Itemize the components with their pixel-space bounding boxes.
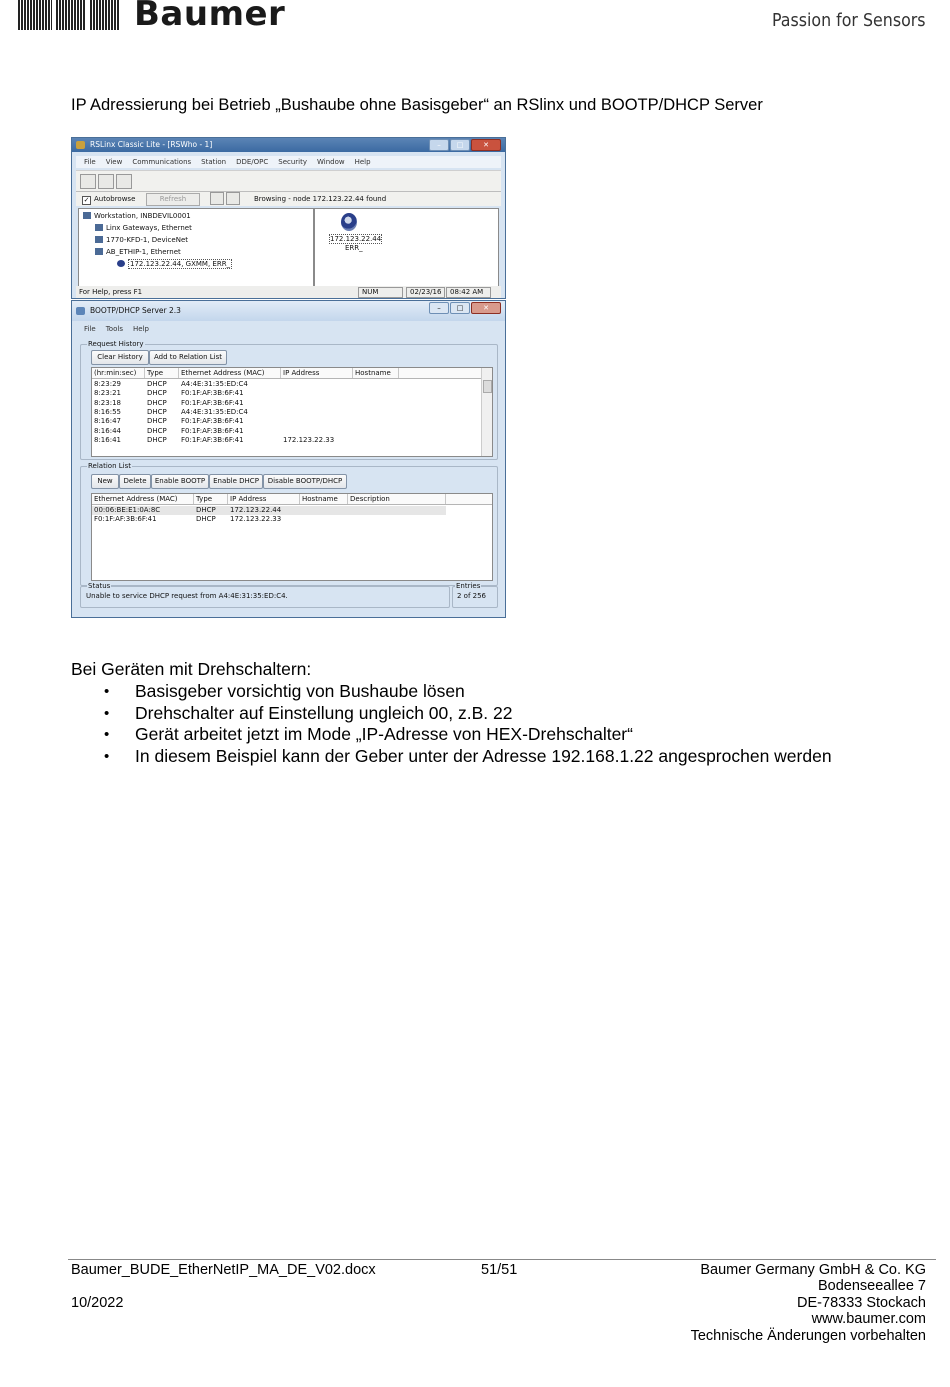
- rslinx-titlebar: [72, 138, 505, 152]
- minimize-icon[interactable]: –: [429, 302, 449, 314]
- tree-view-icon[interactable]: [210, 192, 224, 205]
- enable-bootp-button[interactable]: Enable BOOTP: [151, 474, 209, 489]
- list-item: • Basisgeber vorsichtig von Bushaube lösen: [71, 681, 832, 703]
- footer-note: Technische Änderungen vorbehalten: [690, 1327, 926, 1344]
- request-history-group: [80, 340, 498, 460]
- column-header[interactable]: IP Address: [228, 494, 300, 504]
- status-help: For Help, press F1: [79, 288, 143, 296]
- rslinx-app-icon: [76, 141, 85, 149]
- tree-item-device[interactable]: 172.123.22.44, GXMM, ERR_: [117, 259, 232, 269]
- list-view-icon[interactable]: [226, 192, 240, 205]
- browse-status: Browsing - node 172.123.22.44 found: [254, 195, 387, 203]
- table-row[interactable]: 00:06:BE:E1:0A:8C DHCP 172.123.22.44: [92, 506, 446, 515]
- new-button[interactable]: New: [91, 474, 119, 489]
- menu-file[interactable]: File: [84, 158, 96, 166]
- rslinx-window: [71, 137, 506, 299]
- clear-history-button[interactable]: Clear History: [91, 350, 149, 365]
- autobrowse-label: Autobrowse: [94, 195, 136, 203]
- column-header[interactable]: Ethernet Address (MAC): [92, 494, 194, 504]
- device-pane: [314, 208, 499, 288]
- brand-tagline: Passion for Sensors: [772, 10, 926, 31]
- status-label: Status: [88, 582, 111, 590]
- column-header[interactable]: (hr:min:sec): [92, 368, 145, 378]
- footer-page-number: 51/51: [481, 1262, 518, 1278]
- request-history-table: (hr:min:sec) Type Ethernet Address (MAC) IP Address Hostname 8:23:29 DHCP A4:4E:31:35:ED:C4 8:23:21 DHCP F0:1F:AF:3B:6F:41 8:23:18 DHCP F0:1F:AF:3B:6F:41 8:16:55 DHCP A4:4E:31:35:ED:C4 8:16:47 DHCP F0:1F:AF:3B:6F:41 8:16:44 DHCP F0:1F:AF:3B:6F:41 8:16:41 DHCP F0:1F:AF:3B:6F:41 172.123.22.33: [91, 367, 493, 457]
- refresh-button[interactable]: Refresh: [146, 193, 200, 206]
- menu-window[interactable]: Window: [317, 158, 345, 166]
- topology-icon[interactable]: [116, 174, 132, 189]
- request-history-header: [92, 368, 492, 379]
- maximize-icon[interactable]: □: [450, 139, 470, 151]
- intro-text: Bei Geräten mit Drehschaltern:: [71, 659, 312, 679]
- scrollbar-thumb[interactable]: [483, 380, 492, 393]
- relation-list-label: Relation List: [88, 462, 131, 470]
- enable-dhcp-button[interactable]: Enable DHCP: [209, 474, 263, 489]
- device-icon: [117, 260, 125, 267]
- network-icon: [95, 248, 103, 255]
- menu-help[interactable]: Help: [354, 158, 371, 166]
- status-num: NUM: [358, 287, 403, 298]
- column-header[interactable]: Ethernet Address (MAC): [179, 368, 281, 378]
- history-scrollbar[interactable]: [481, 368, 492, 456]
- entries-label: Entries: [456, 582, 481, 590]
- rslinx-title: RSLinx Classic Lite - [RSWho - 1]: [90, 140, 213, 149]
- request-history-label: Request History: [88, 340, 144, 348]
- footer-company: Baumer Germany GmbH & Co. KG: [700, 1262, 926, 1278]
- close-icon[interactable]: ✕: [471, 302, 501, 314]
- menu-help[interactable]: Help: [132, 325, 149, 333]
- rslinx-browsebar: [76, 192, 501, 206]
- computer-icon: [83, 212, 91, 219]
- list-item: • Gerät arbeitet jetzt im Mode „IP-Adresse von HEX-Drehschalter“: [71, 724, 832, 746]
- rslinx-statusbar: [76, 286, 501, 298]
- encoder-device-icon[interactable]: [341, 213, 357, 231]
- menu-file[interactable]: File: [84, 325, 96, 333]
- list-item: • In diesem Beispiel kann der Geber unter der Adresse 192.168.1.22 angesprochen werden: [71, 746, 832, 768]
- column-header[interactable]: Description: [348, 494, 446, 504]
- minimize-icon[interactable]: –: [429, 139, 449, 151]
- status-time: 08:42 AM: [446, 287, 491, 298]
- entries-group: [452, 582, 498, 608]
- column-header[interactable]: Hostname: [353, 368, 399, 378]
- brand-logo: Baumer: [134, 0, 286, 34]
- footer-website[interactable]: www.baumer.com: [811, 1311, 926, 1328]
- footer-left: [71, 1262, 376, 1311]
- tree-item-devicenet[interactable]: 1770-KFD-1, DeviceNet: [95, 235, 188, 245]
- tree-item-ethernet[interactable]: AB_ETHIP-1, Ethernet: [95, 247, 181, 257]
- relation-list-group: [80, 462, 498, 586]
- maximize-icon[interactable]: □: [450, 302, 470, 314]
- menu-dde-opc[interactable]: DDE/OPC: [236, 158, 269, 166]
- footer-filename: Baumer_BUDE_EtherNetIP_MA_DE_V02.docx: [71, 1262, 376, 1278]
- rslinx-toolbar: [76, 170, 501, 192]
- footer-street: Bodenseeallee 7: [817, 1278, 926, 1295]
- column-header[interactable]: Type: [145, 368, 179, 378]
- column-header[interactable]: Hostname: [300, 494, 348, 504]
- configure-drivers-icon[interactable]: [98, 174, 114, 189]
- menu-security[interactable]: Security: [278, 158, 307, 166]
- menu-communications[interactable]: Communications: [132, 158, 192, 166]
- device-name-label: ERR_: [345, 244, 363, 252]
- close-icon[interactable]: ✕: [471, 139, 501, 151]
- autobrowse-checkbox[interactable]: ✓: [83, 196, 90, 204]
- menu-view[interactable]: View: [105, 158, 123, 166]
- footer-right: [691, 1262, 926, 1344]
- bootp-window: [71, 300, 506, 618]
- network-icon[interactable]: [80, 174, 96, 189]
- status-text: Unable to service DHCP request from A4:4E:31:35:ED:C4.: [86, 592, 288, 600]
- rslinx-menubar: [76, 156, 501, 168]
- baumer-logo-mark: [18, 0, 120, 32]
- delete-button[interactable]: Delete: [119, 474, 151, 489]
- entries-value: 2 of 256: [457, 592, 487, 600]
- device-ip-label: 172.123.22.44: [330, 235, 382, 243]
- tree-item-workstation[interactable]: Workstation, INBDEVIL0001: [83, 211, 191, 221]
- footer-date: 10/2022: [71, 1294, 124, 1311]
- add-to-relation-list-button[interactable]: Add to Relation List: [149, 350, 227, 365]
- footer-city: DE-78333 Stockach: [797, 1294, 926, 1311]
- bootp-app-icon: [76, 307, 85, 315]
- relation-list-header: [92, 494, 492, 505]
- network-icon: [95, 236, 103, 243]
- menu-tools[interactable]: Tools: [105, 325, 123, 333]
- bootp-menubar: [76, 323, 501, 335]
- bootp-title: BOOTP/DHCP Server 2.3: [90, 306, 181, 315]
- instruction-list: [71, 681, 832, 768]
- column-header[interactable]: Type: [194, 494, 228, 504]
- software-screenshot: [71, 137, 506, 618]
- bootp-titlebar: [72, 301, 505, 321]
- section-title: IP Adressierung bei Betrieb „Bushaube ohne Basisgeber“ an RSlinx und BOOTP/DHCP Server: [71, 96, 763, 114]
- relation-list-table: Ethernet Address (MAC) Type IP Address Hostname Description 00:06:BE:E1:0A:8C DHCP 172.123.22.44 F0:1F:AF:3B:6F:41 DHCP 172.123.22.33: [91, 493, 493, 581]
- menu-station[interactable]: Station: [201, 158, 227, 166]
- list-item: • Drehschalter auf Einstellung ungleich 00, z.B. 22: [71, 703, 832, 725]
- footer-divider: [68, 1259, 936, 1260]
- column-header[interactable]: IP Address: [281, 368, 353, 378]
- disable-bootp-dhcp-button[interactable]: Disable BOOTP/DHCP: [263, 474, 347, 489]
- status-group: [80, 582, 450, 608]
- tree-item-linx-gateways[interactable]: Linx Gateways, Ethernet: [95, 223, 192, 233]
- network-tree: [78, 208, 314, 288]
- status-date: 02/23/16: [406, 287, 445, 298]
- network-icon: [95, 224, 103, 231]
